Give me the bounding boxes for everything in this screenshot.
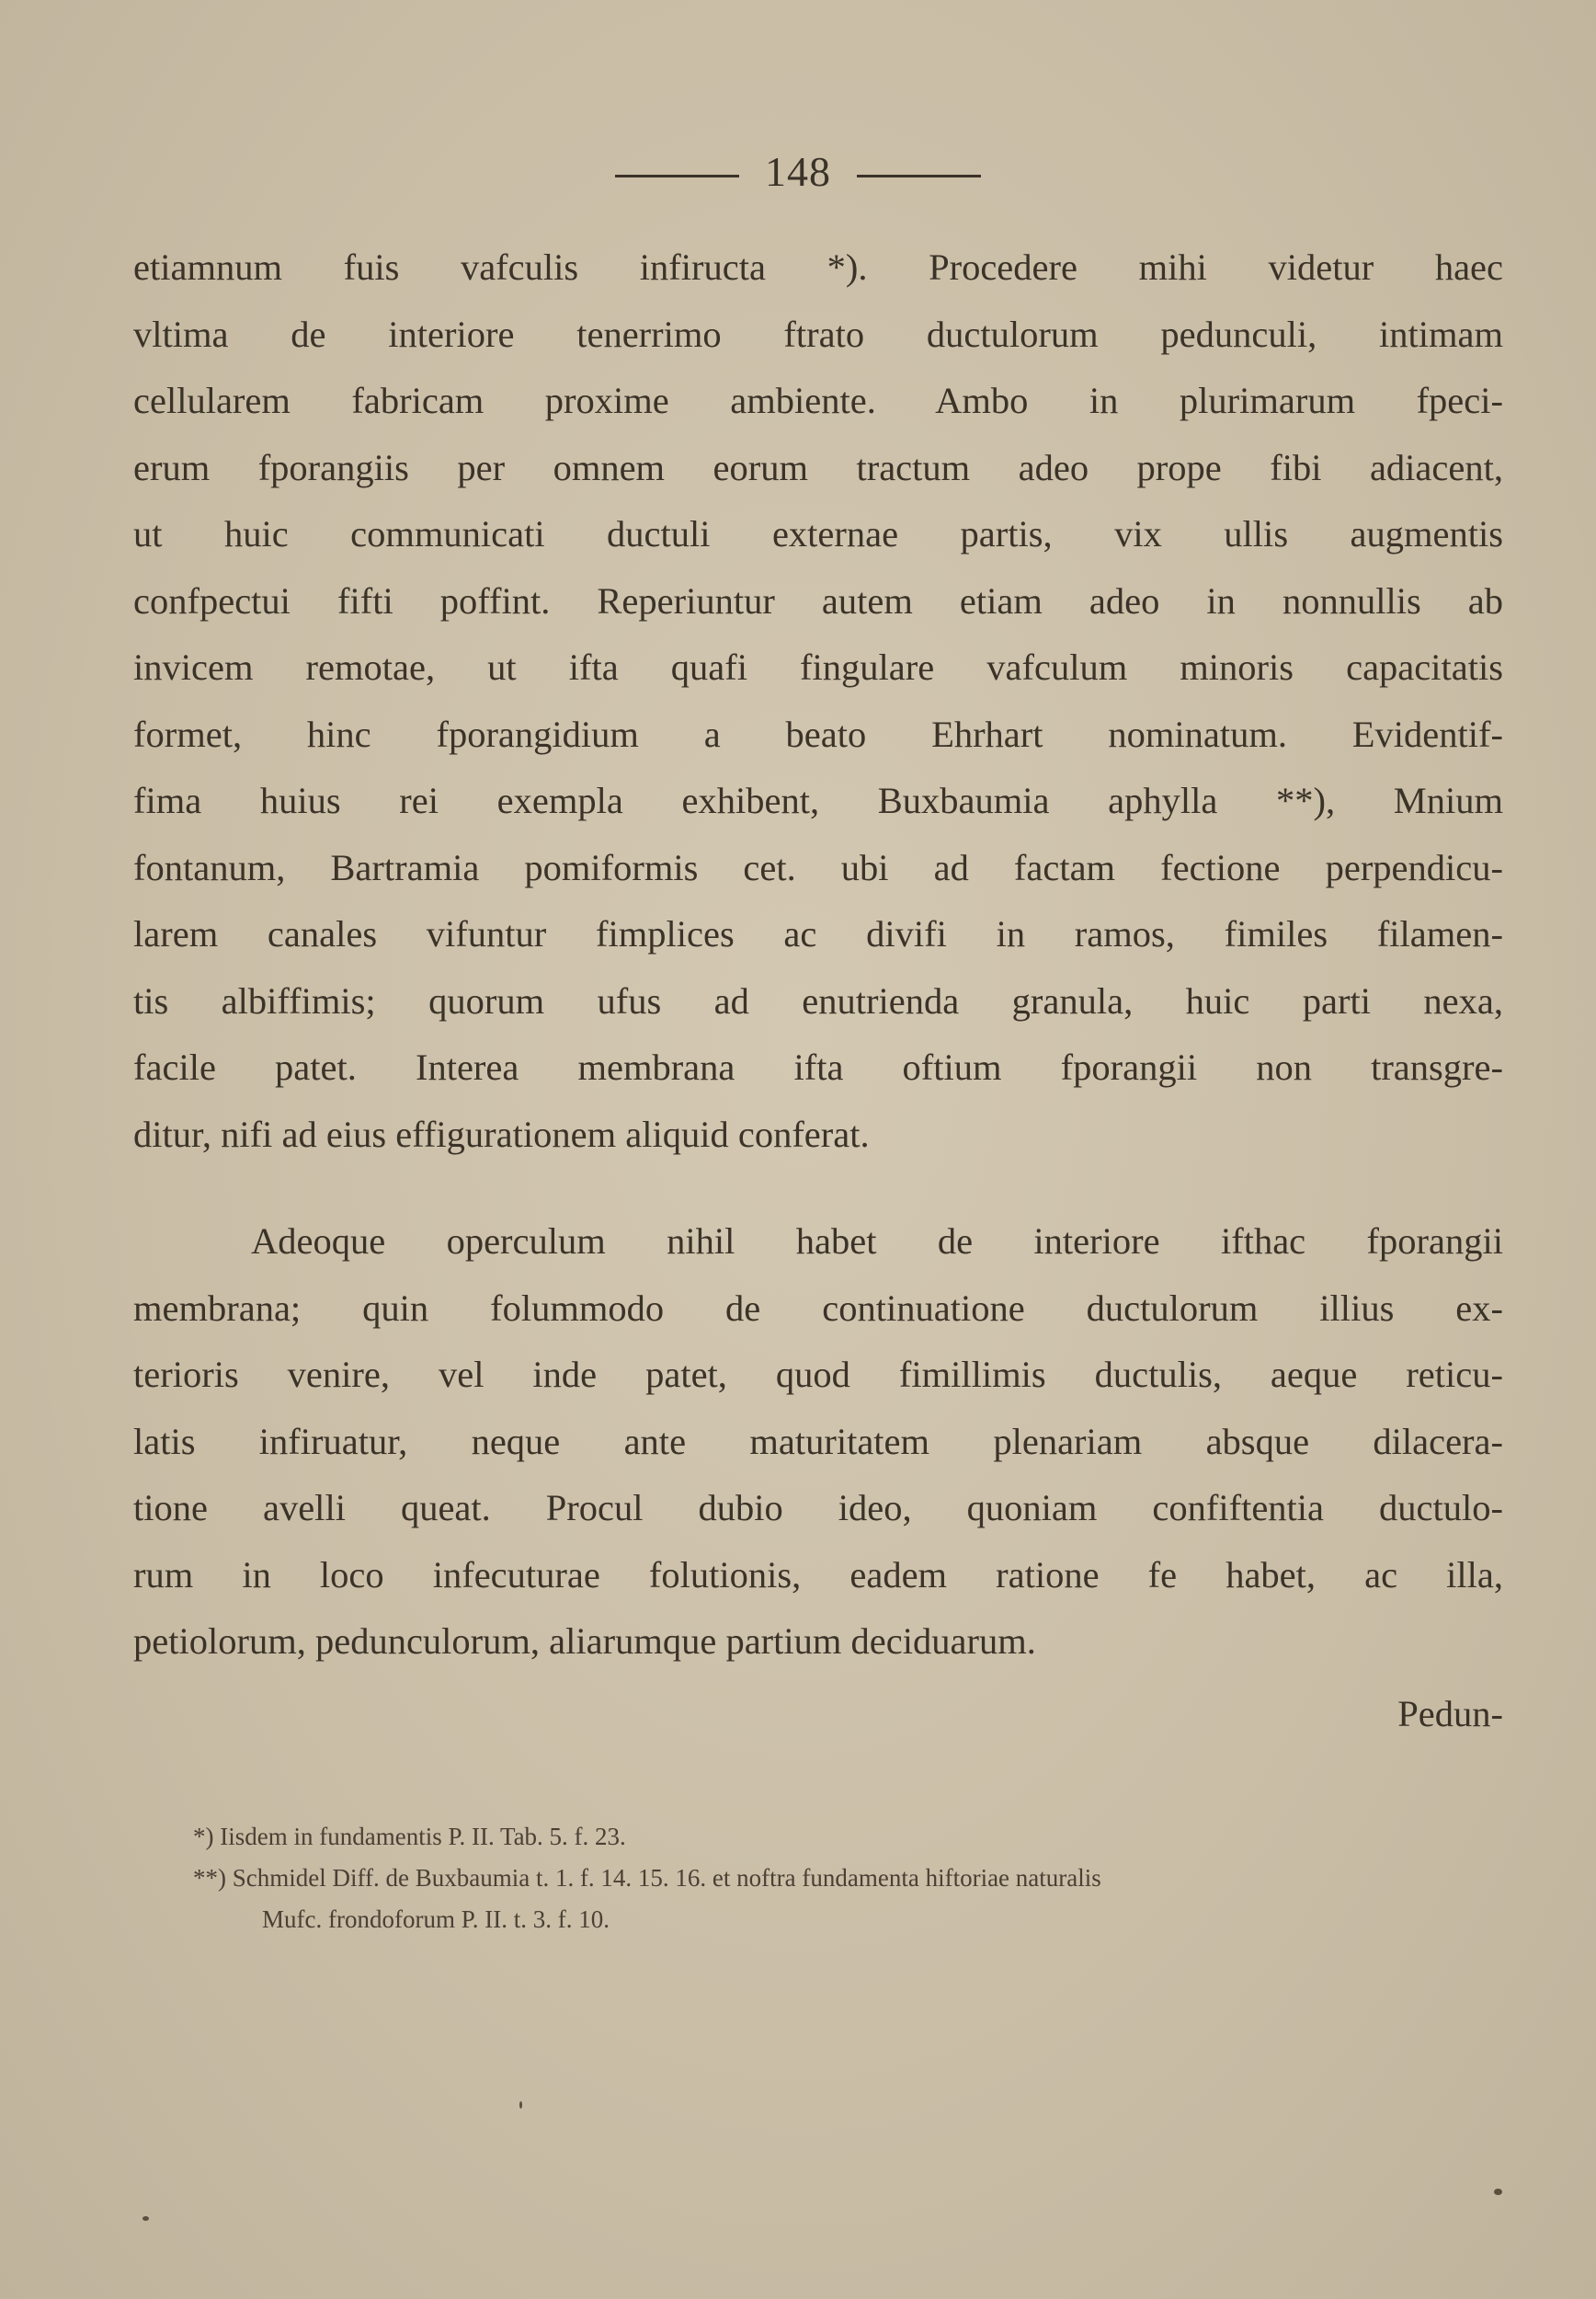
catchword: Pedun- bbox=[1397, 1692, 1503, 1734]
text-line: cellularem fabricam proxime ambiente. Ambo in plurimarum fpeci- bbox=[133, 380, 1503, 421]
body-text bbox=[133, 234, 1503, 1747]
text-line: etiamnum fuis vafculis infiructa *). Procedere mihi videtur haec bbox=[133, 246, 1503, 288]
text-line: membrana; quin folummodo de continuatione ductulorum illius ex- bbox=[133, 1287, 1503, 1329]
footnote-1: *) Iisdem in fundamentis P. II. Tab. 5. f. 23. bbox=[193, 1823, 626, 1850]
paragraph-1 bbox=[133, 234, 1503, 1168]
footnotes bbox=[193, 1816, 1499, 1940]
page-number: 148 bbox=[765, 148, 831, 195]
paper-speck bbox=[142, 2216, 149, 2221]
text-line: fontanum, Bartramia pomiformis cet. ubi ad factam fectione perpendicu- bbox=[133, 846, 1503, 888]
footnote-2: **) Schmidel Diff. de Buxbaumia t. 1. f. 14. 15. 16. et noftra fundamenta hiftoriae naturalis bbox=[193, 1864, 1101, 1892]
header-rule-left bbox=[615, 175, 739, 177]
text-line: vltima de interiore tenerrimo ftrato ductulorum pedunculi, intimam bbox=[133, 313, 1503, 355]
text-line: erum fporangiis per omnem eorum tractum adeo prope fibi adiacent, bbox=[133, 446, 1503, 488]
text-line: Adeoque operculum nihil habet de interiore ifthac fporangii bbox=[251, 1220, 1503, 1262]
text-line: confpectui fifti poffint. Reperiuntur autem etiam adeo in nonnullis ab bbox=[133, 579, 1503, 622]
text-line: ut huic communicati ductuli externae partis, vix ullis augmentis bbox=[133, 513, 1503, 555]
text-line: invicem remotae, ut ifta quafi fingulare vafculum minoris capacitatis bbox=[133, 646, 1503, 688]
text-line: formet, hinc fporangidium a beato Ehrhart nominatum. Evidentif- bbox=[133, 713, 1503, 755]
text-line: tis albiffimis; quorum ufus ad enutrienda granula, huic parti nexa, bbox=[133, 979, 1503, 1022]
header-rule-right bbox=[857, 175, 981, 177]
text-line: fima huius rei exempla exhibent, Buxbaumia aphylla **), Mnium bbox=[133, 780, 1503, 821]
text-line: latis infiruatur, neque ante maturitatem plenariam absque dilacera- bbox=[133, 1420, 1503, 1462]
footnote-2-continuation: Mufc. frondoforum P. II. t. 3. f. 10. bbox=[262, 1905, 610, 1933]
text-line: rum in loco infecuturae folutionis, eadem ratione fe habet, ac illa, bbox=[133, 1553, 1503, 1596]
paper-speck bbox=[1494, 2189, 1502, 2195]
paragraph-2 bbox=[133, 1208, 1503, 1676]
text-line: ditur, nifi ad eius effigurationem aliquid conferat. bbox=[133, 1113, 870, 1155]
text-line: facile patet. Interea membrana ifta oftium fporangii non transgre- bbox=[133, 1047, 1503, 1088]
text-line: petiolorum, pedunculorum, aliarumque partium deciduarum. bbox=[133, 1620, 1036, 1662]
paper-speck bbox=[519, 2101, 522, 2109]
page-header bbox=[0, 147, 1596, 196]
text-line: terioris venire, vel inde patet, quod fimillimis ductulis, aeque reticu- bbox=[133, 1354, 1503, 1395]
text-line: larem canales vifuntur fimplices ac divifi in ramos, fimiles filamen- bbox=[133, 913, 1503, 955]
text-line: tione avelli queat. Procul dubio ideo, quoniam confiftentia ductulo- bbox=[133, 1487, 1503, 1528]
